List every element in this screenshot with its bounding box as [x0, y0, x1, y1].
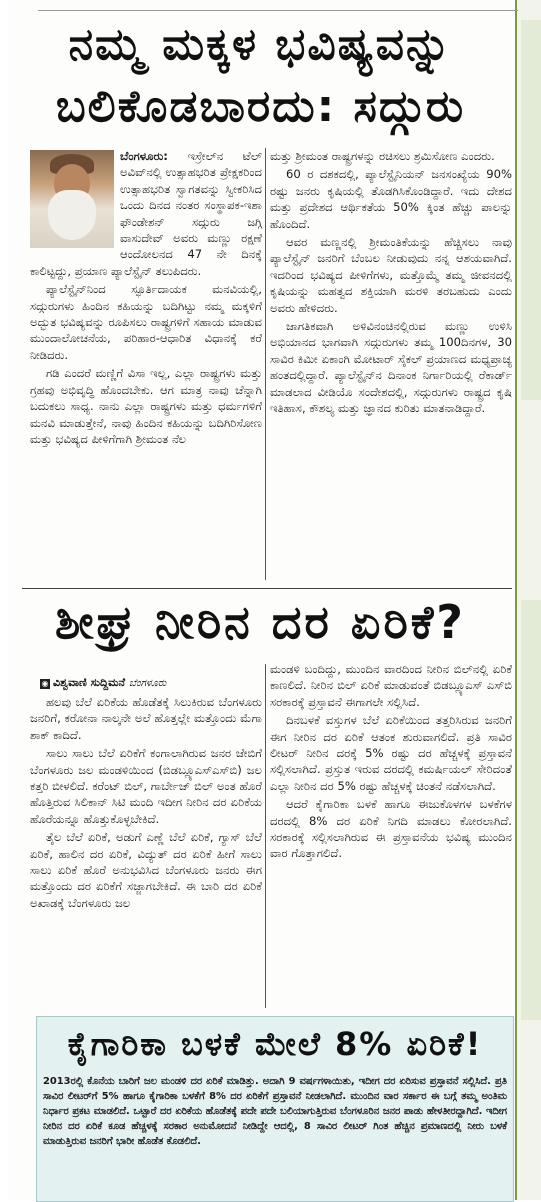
highlight-box-body: 2013ರಲ್ಲಿ ಕೊನೆಯ ಬಾರಿಗೆ ಜಲ ಮಂಡಳಿ ದರ ಏರಿಕೆ ಮಾಡಿತ್ತು. ಅದಾಗಿ 9 ವರ್ಷಗಳಾಯಿತು, ಇದೀಗ ದರ ಏರಿಸುವ ಪ್ರಸ್ತಾವನೆ ಸಲ್ಲಿಸಿದೆ. ಪ್ರತಿ ಸಾವಿರ ಲೀಟರ್‌ಗೆ 5% ಹಾಗೂ ಕೈಗಾರಿಕಾ ಬಳಕೆಗೆ 8% ದರ ಏರಿಕೆಗೆ ಪ್ರಸ್ತಾವನೆ ನೀಡಲಾಗಿದೆ. ಮುಂದಿನ ವಾರ ಸರ್ಕಾರ ಈ ಬಗ್ಗೆ ತಮ್ಮ ಅಂತಿಮ ನಿರ್ಧಾರ ಪ್ರಕಟ ಮಾಡಲಿದೆ. ಒಟ್ಟಾರೆ ದರ ಏರಿಕೆಯ ಹೊಡೆತಕ್ಕೆ ಪದೇ ಪದೇ ಬಲಿಯಾಗುತ್ತಿರುವ ಬೆಂಗಳೂರಿನ ಜನರ ಪಾಡು ಹೇಳತೀರದ್ದಾಗಿದೆ. ಇದೀಗ ನೀರಿನ ದರ ಏರಿಕೆ ಕೂಡ ಹೆಚ್ಚಳಕ್ಕೆ ಸರಕಾರ ಅನುಮೋದನೆ ನೀಡಿದ್ದೇ ಆದಲ್ಲಿ, 8 ಸಾವಿರ ಲೀಟರ್ ಗಿಂತ ಹೆಚ್ಚಿನ ಪ್ರಮಾಣದಲ್ಲಿ ನೀರು ಬಳಕೆ ಮಾಡುತ್ತಿರುವ ಜನರಿಗೆ ಭಾರೀ ಹೊಡೆತ ಕೊಡಲಿದೆ. [43, 1076, 507, 1147]
highlight-box-title: ಕೈಗಾರಿಕಾ ಬಳಕೆ ಮೇಲೆ 8% ಏರಿಕೆ! [67, 1025, 483, 1063]
byline [40, 676, 166, 690]
article2-paragraph: ಹಲವು ಬೆಲೆ ಏರಿಕೆಯ ಹೊಡೆತಕ್ಕೆ ಸಿಲುಕಿರುವ ಬೆಂಗಳೂರು ಜನರಿಗೆ, ಕರೋನಾ ನಾಲ್ಕನೇ ಅಲೆ ಹೊತ್ತಲ್ಲೇ ಮತ್ತೊಂದು ಮೆಗಾ ಶಾಕ್ ಕಾದಿದೆ. [30, 695, 262, 742]
article2-paragraph: ತೈಲ ಬೆಲೆ ಏರಿಕೆ, ಅಡುಗೆ ಎಣ್ಣೆ ಬೆಲೆ ಏರಿಕೆ, ಗ್ಯಾಸ್ ಬೆಲೆ ಏರಿಕೆ, ಹಾಲಿನ ದರ ಏರಿಕೆ, ವಿದ್ಯುತ್ ದರ ಏರಿಕೆ ಹೀಗೆ ಸಾಲು ಸಾಲು ಏರಿಕೆ ಹೊರೆ ಅನುಭವಿಸಿದ ಬೆಂಗಳೂರು ಜನರು ಈಗ ಮತ್ತೊಂದು ದರ ಏರಿಕೆಗೆ ಸಜ್ಜಾಗಬೇಕಿದೆ. ಈ ಬಾರಿ ದರ ಏರಿಕೆ ಅಖಾಡಕ್ಕೆ ಬೆಂಗಳೂರು ಜಲ [30, 830, 262, 910]
section-divider [22, 588, 512, 589]
article2-column-1 [30, 694, 262, 913]
article1-paragraph: ಇಸ್ರೇಲ್‌ನ ಟೆಲ್ ಅವಿವ್‌ನಲ್ಲಿ ಉತ್ಸಾಹಭರಿತ ಪ್ರೇಕ್ಷಕರಿಂದ ಉತ್ಸಾಹಭರಿತ ಸ್ವಾಗತವನ್ನು ಸ್ವೀಕರಿಸಿದ ಒಂದು ದಿನದ ನಂತರ ಸಂಸ್ಥಾಪಕ-ಇಶಾ ಫೌಂಡೇಶನ್ ಸದ್ಗುರು ಜಗ್ಗಿ ವಾಸುದೇವ್ ಅವರು ಮಣ್ಣು ರಕ್ಷಣೆ ಆಂದೋಲನದ 47 ನೇ ದಿನಕ್ಕೆ ಕಾಲಿಟ್ಟದ್ದು, ಪ್ರಯಾಣ ಪ್ಯಾಲೆಸ್ಟೈನ್ ತಲುಪಿದರು. [30, 149, 262, 278]
article1-paragraph: 60 ರ ದಶಕದಲ್ಲಿ, ಪ್ಯಾಲೆಸ್ಟೈನಿಯನ್ ಜನಸಂಖ್ಯೆಯ 90% ರಷ್ಟು ಜನರು ಕೃಷಿಯಲ್ಲಿ ತೊಡಗಿಸಿಕೊಂಡಿದ್ದಾರೆ. ಇದು ದೇಶದ ಮತ್ತು ಪ್ರದೇಶದ ಆರ್ಥಿಕತೆಯ 50% ಕ್ಕಿಂತ ಹೆಚ್ಚು ಪಾಲನ್ನು ಹೊಂದಿದೆ. [270, 167, 512, 231]
article1-paragraph: ಮತ್ತು ಶ್ರೀಮಂತ ರಾಷ್ಟ್ರಗಳನ್ನು ರಚಿಸಲು ಶ್ರಮಿಸೋಣ ಎಂದರು. [270, 149, 495, 163]
article2-paragraph: ಮಂಡಳಿ ಬಂದಿದ್ದು, ಮುಂದಿನ ವಾರದಿಂದ ನೀರಿನ ಬಿಲ್‌ನಲ್ಲಿ ಏರಿಕೆ ಕಾಣಲಿದೆ. ನೀರಿನ ಬಿಲ್ ಏರಿಕೆ ಮಾಡುವಂತೆ ಬಿಡಬ್ಲ್ಯೂಎಸ್ ಎಸ್‌ಬಿ ಸರಕಾರಕ್ಕೆ ಪ್ರಸ್ತಾವನೆ ಈಗಾಗಲೇ ಸಲ್ಲಿಸಿದೆ. [270, 662, 512, 709]
byline-name: ವಿಶ್ವವಾಣಿ ಸುದ್ದಿಮನೆ [53, 676, 126, 689]
adjacent-page-strip [515, 0, 541, 1200]
column-divider [265, 148, 266, 580]
article1-paragraph: ಜಾಗತಿಕವಾಗಿ ಅಳಿವಿನಂಚಿನಲ್ಲಿರುವ ಮಣ್ಣು ಉಳಿಸಿ ಅಭಿಯಾನದ ಭಾಗವಾಗಿ ಸದ್ಗುರುಗಳು ತಮ್ಮ 100ದಿನಗಳ, 30 ಸಾವಿರ ಕಿಮೀ ಏಕಾಂಗಿ ಮೋಟಾರ್ ಸೈಕಲ್ ಪ್ರಯಾಣದ ಮಧ್ಯಪ್ರಾಚ್ಯ ಹಂತದಲ್ಲಿದ್ದಾರೆ. ಪ್ಯಾಲೆಸ್ಟೈನ್‌ನ ದಿನಾಂಕ ನಿರ್ಗಾರಿಯಲ್ಲಿ ರೆಕಾರ್ಡ್ ಮಾಡಲಾದ ವೀಡಿಯೊ ಸಂದೇಶದಲ್ಲಿ, ಸದ್ಗುರುಗಳು ರಾಷ್ಟ್ರದ ಕೃಷಿ ಇತಿಹಾಸ, ಕೌಶಲ್ಯ ಮತ್ತು ಜ್ಞಾನದ ಕುರಿತು ಮಾತನಾಡಿದ್ದಾರೆ. [270, 319, 512, 416]
article1-paragraph: ಆವರ ಮಣ್ಣನಲ್ಲಿ ಶ್ರೀಮಂತಿಕೆಯನ್ನು ಹೆಚ್ಚಿಸಲು ನಾವು ಪ್ಯಾಲೆಸ್ಟೈನ್ ಜನರಿಗೆ ಬೆಂಬಲ ನೀಡುವುದು ನನ್ನ ಆಶಯವಾಗಿದೆ. ಇದರಿಂದ ಭವಿಷ್ಯದ ಪೀಳಿಗೆಗಳು, ಮತ್ತೊಮ್ಮೆ ತಮ್ಮ ಜೀವನದಲ್ಲಿ ಕೃಷಿಯನ್ನು ಮಹತ್ವದ ಶಕ್ತಿಯಾಗಿ ಮರಳಿ ತರಬಹುದು ಎಂದು ಅವರು ಹೇಳಿದರು. [270, 235, 512, 315]
article2-headline: ಶೀಘ್ರ ನೀರಿನ ದರ ಏರಿಕೆ? [55, 595, 466, 649]
article2-paragraph: ಆದರೆ ಕೈಗಾರಿಕಾ ಬಳಕೆ ಹಾಗೂ ಈಜುಕೊಳಗಳ ಬಳಕೆಗಳ ದರದಲ್ಲಿ 8% ದರ ಏರಿಕೆ ನಿಗದಿ ಮಾಡಲು ಕೋರಲಾಗಿದೆ. ಸರಕಾರಕ್ಕೆ ಸಲ್ಲಿಸಲಾಗಿರುವ ಈ ಪ್ರಸ್ತಾವನೆಯ ಭವಿಷ್ಯ ಮುಂದಿನ ವಾರ ಗೊತ್ತಾಗಲಿದೆ. [270, 797, 512, 861]
top-rule [38, 10, 518, 11]
article1-headline-line2: ಬಲಿಕೊಡಬಾರದು: ಸದ್ಗುರು [55, 81, 466, 132]
dateline: ಬೆಂಗಳೂರು: [120, 149, 168, 163]
sadhguru-photo [30, 150, 114, 248]
adjacent-page-band [521, 600, 541, 1020]
article2-column-2 [270, 661, 512, 864]
adjacent-page-band [521, 20, 541, 400]
newspaper-page [8, 0, 513, 1200]
rss-icon: ◉ [41, 679, 49, 688]
article1-column-1 [30, 148, 262, 449]
article1-column-2 [270, 148, 512, 419]
article2-paragraph: ಸಾಲು ಸಾಲು ಬೆಲೆ ಏರಿಕೆಗೆ ಕಂಗಾಲಾಗಿರುವ ಜನರ ಜೇಬಿಗೆ ಬೆಂಗಳೂರು ಜಲ ಮಂಡಳಿಯಿಂದ (ಬಿಡಬ್ಲ್ಯೂಎಸ್ಎಸ್‌ಬಿ) ಜಲ ಕತ್ತರಿ ಬೀಳಲಿದೆ. ಕರೆಂಟ್ ಬಿಲ್, ಗಾರ್ಬೇಜ್ ಬಿಲ್ ಅಂತ ಹೊರೆ ಹೊತ್ತಿರುವ ಸಿಲಿಕಾನ್ ಸಿಟಿ ಮಂದಿ ಇದೀಗ ನೀರಿನ ದರ ಏರಿಕೆಯ ಹೊರೆಯನ್ನೂ ಹೊತ್ತುಕೊಳ್ಳಬೇಕಿದೆ. [30, 746, 262, 826]
column-divider [265, 664, 266, 1008]
article1-paragraph: ಗಡಿ ಎಂದರೆ ಮಣ್ಣಿಗೆ ವಿಸಾ ಇಲ್ಲ, ಎಲ್ಲಾ ರಾಷ್ಟ್ರಗಳು ಮತ್ತು ಗ್ರಹವು ಅಭಿವೃದ್ಧಿ ಹೊಂದಬೇಕು. ಆಗ ಮಾತ್ರ ನಾವು ಚೆನ್ನಾಗಿ ಬದುಕಲು ಸಾಧ್ಯ. ನಾನು ಎಲ್ಲಾ ರಾಷ್ಟ್ರಗಳು ಮತ್ತು ಧರ್ಮಗಳಿಗೆ ಮನವಿ ಮಾಡುತ್ತೇನೆ, ನಾವು ಹಿಂದಿನ ಕಹಿಯನ್ನು ಬದಿಗಿರಿಸೋಣ ಮತ್ತು ಭವಿಷ್ಯದ ಪೀಳಿಗೆಗಾಗಿ ಶ್ರೀಮಂತ ನೆಲ [30, 366, 262, 446]
byline-place: ಬೆಂಗಳೂರು [128, 678, 167, 689]
article2-paragraph: ದಿನಬಳಕೆ ವಸ್ತುಗಳ ಬೆಲೆ ಏರಿಕೆಯಿಂದ ತತ್ತರಿಸಿರುವ ಜನರಿಗೆ ಈಗ ನೀರಿನ ದರ ಏರಿಕೆ ಆತಂಕ ಶುರುವಾಗಲಿದೆ. ಪ್ರತಿ ಸಾವಿರ ಲೀಟರ್ ನೀರಿನ ದರಕ್ಕೆ 5% ರಷ್ಟು ದರ ಹೆಚ್ಚಳಕ್ಕೆ ಪ್ರಸ್ತಾವನೆ ಸಲ್ಲಿಸಲಾಗಿದೆ. ಪ್ರಸ್ತುತ ಇರುವ ದರದಲ್ಲಿ ಕಮರ್ಷಿಯಲ್ ಸೇರಿದಂತೆ ಎಲ್ಲಾ ನೀರಿನ ದರ 5% ರಷ್ಟು ಹೆಚ್ಚಳಕ್ಕೆ ಚಿಂತನೆ ನಡೆಸಲಾಗಿದೆ. [270, 713, 512, 793]
article1-headline-line1: ನಮ್ಮ ಮಕ್ಕಳ ಭವಿಷ್ಯವನ್ನು [68, 19, 453, 70]
highlight-box [36, 1016, 514, 1202]
article1-paragraph: ಪ್ಯಾಲೆಸ್ಟೈನ್‌ನಿಂದ ಸ್ಫೂರ್ತಿದಾಯಕ ಮನವಿಯಲ್ಲಿ, ಸದ್ಗುರುಗಳು ಹಿಂದಿನ ಕಹಿಯನ್ನು ಬದಿಗಿಟ್ಟು ನಮ್ಮ ಮಕ್ಕಳಿಗೆ ಅದ್ಭುತ ಭವಿಷ್ಯವನ್ನು ರೂಪಿಸಲು ರಾಷ್ಟ್ರಗಳಿಗೆ ಸಹಾಯ ಮಾಡುವ ಮುಂದಾಲೋಚನೆಯ, ಪರಿಹಾರ-ಆಧಾರಿತ ವಿಧಾನಕ್ಕೆ ಕರೆ ನೀಡಿದರು. [30, 282, 262, 362]
